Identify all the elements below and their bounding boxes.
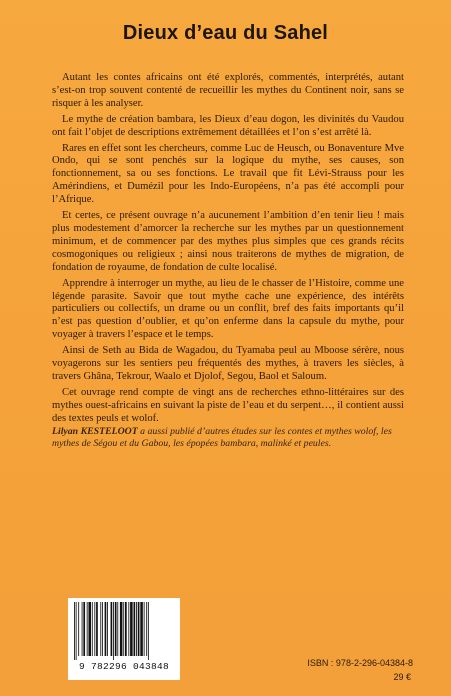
barcode-bar xyxy=(146,602,147,656)
barcode-bar xyxy=(148,602,149,660)
barcode-bar xyxy=(87,602,88,656)
barcode-bar xyxy=(107,602,108,656)
barcode-bar xyxy=(102,602,103,656)
blurb-paragraph-3: Rares en effet sont les chercheurs, comme Luc de Heusch, ou Bonaventure Mve Ondo, qui se sont penchés sur la logique du mythe, ses causes, son fonctionnement, sa ou ses fonctions. Le travail que fit Lévi-Strauss pour les Amérindiens, et Dumézil pour les Indo-Européens, n’a pas été accompli pour l’Afrique. xyxy=(52,142,404,206)
barcode-bar xyxy=(88,602,91,656)
barcode-bar xyxy=(92,602,93,656)
barcode-bar xyxy=(111,602,113,656)
barcode-bar xyxy=(123,602,124,656)
barcode-bar xyxy=(144,602,145,656)
barcode-bar xyxy=(138,602,140,656)
barcode-bar xyxy=(78,602,79,656)
barcode-bar xyxy=(74,602,75,660)
blurb-paragraph-2: Le mythe de création bambara, les Dieux d’eau dogon, les divinités du Vaudou ont fait l’objet de descriptions extrêmement détaillées et l’on s’est arrêté là. xyxy=(52,113,404,138)
barcode-bars xyxy=(72,602,176,660)
blurb-paragraph-7: Cet ouvrage rend compte de vingt ans de recherches ethno-littéraires sur des mythes ouest-africains en suivant la piste de l’eau et du serpent…, il contient aussi des textes peuls et wolof. xyxy=(52,386,404,424)
barcode-bar xyxy=(117,602,118,656)
barcode-bar xyxy=(140,602,143,656)
blurb-paragraph-4: Et certes, ce présent ouvrage n’a aucunement l’ambition d’en tenir lieu ! mais plus modestement d’amorcer la recherche sur les mythes par un questionnement minimum, et de commencer par des mythes plus simples que ces grands récits cosmogoniques ou religieux ; ainsi nous traiterons de mythes de migration, de fondation de royaume, de fondation de culte localisé. xyxy=(52,210,404,273)
blurb-paragraph-1: Autant les contes africains ont été explorés, commentés, interprétés, autant s’est-on trop souvent contenté de recueillir les mythes du Continent noir, sans se risquer à les analyser. xyxy=(52,72,404,109)
barcode-bar xyxy=(128,602,129,656)
barcode-bar xyxy=(113,602,114,660)
barcode-bar xyxy=(105,602,107,656)
author-note-text: a aussi publié d’autres études sur les contes et mythes wolof, les mythes de Ségou et du Gabou, les épopées bambara, malinké et peules. xyxy=(52,426,392,449)
barcode-bar xyxy=(130,602,133,656)
barcode-bar xyxy=(120,602,123,656)
barcode-bar xyxy=(94,602,95,656)
barcode-bar xyxy=(125,602,127,656)
barcode-bar xyxy=(115,602,117,656)
barcode-digits: 9 782296 043848 xyxy=(78,661,169,672)
blurb-paragraph-6: Ainsi de Seth au Bida de Wagadou, du Tyamaba peul au Mboose sérère, nous voyagerons sur les sentiers peu fréquentés des mythes, à travers les siècles, à travers Ghâna, Tekrour, Waalo et Djolof, Segou, Baol et Saloum. xyxy=(52,345,404,382)
isbn: ISBN : 978-2-296-04384-8 xyxy=(307,658,413,668)
barcode-bar xyxy=(134,602,136,656)
barcode xyxy=(68,598,180,680)
blurb-paragraph-5: Apprendre à interroger un mythe, au lieu de le chasser de l’Histoire, comme une légende parasite. Savoir que tout mythe cache une expérience, des intérêts particuliers ou collectifs, un drame ou un conflit, bref des faits importants qu’il n’est pas question d’oublier, et qu’on enferme dans la capsule du mythe, pour voyager à travers l’espace et le temps. xyxy=(52,277,404,341)
book-title: Dieux d’eau du Sahel xyxy=(122,22,329,44)
barcode-bar xyxy=(76,602,77,660)
author-note xyxy=(52,426,402,450)
barcode-bar xyxy=(136,602,137,656)
price: 29 € xyxy=(393,672,411,682)
blurb xyxy=(52,72,404,429)
barcode-bar xyxy=(100,602,101,656)
author-name: Lilyan KESTELOOT xyxy=(52,426,138,437)
barcode-bar xyxy=(82,602,83,656)
barcode-bar xyxy=(83,602,85,656)
barcode-bar xyxy=(96,602,98,656)
